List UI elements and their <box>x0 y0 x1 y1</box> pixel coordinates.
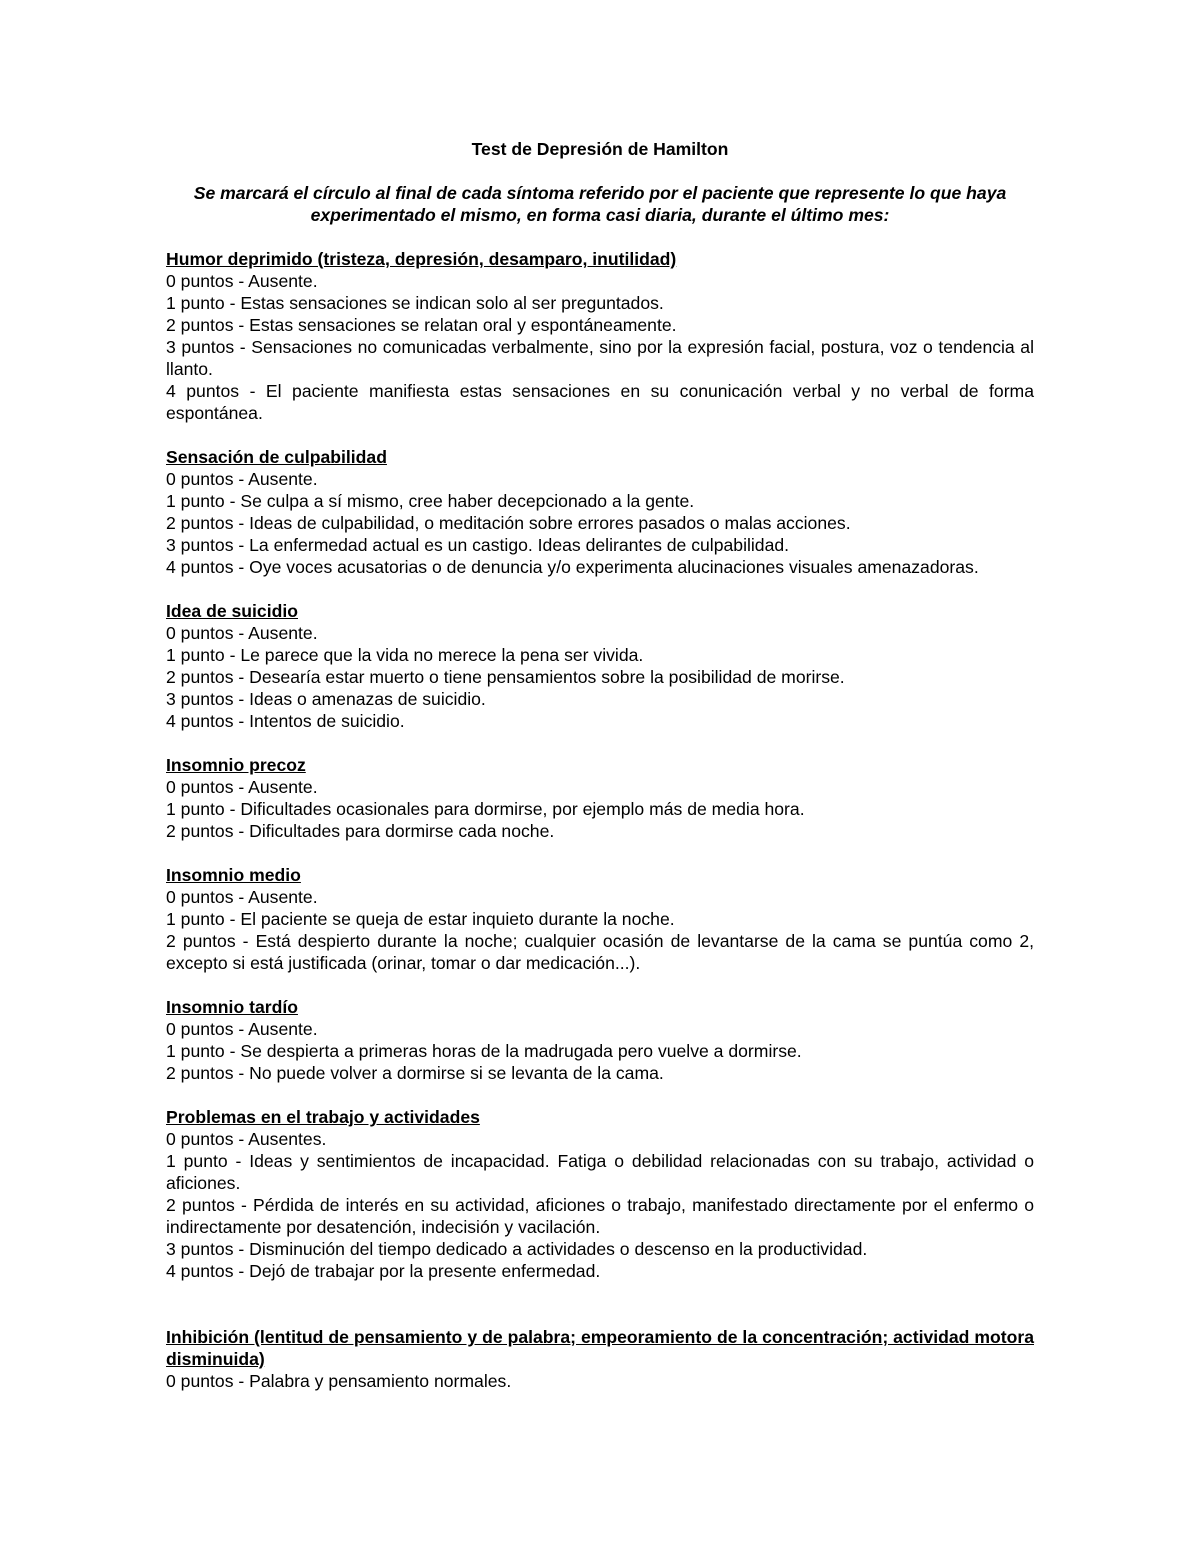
score-option: 0 puntos - Ausente. <box>166 271 318 291</box>
score-option: 2 puntos - Dificultades para dormirse cada noche. <box>166 821 555 841</box>
score-option: 2 puntos - Ideas de culpabilidad, o meditación sobre errores pasados o malas acciones. <box>166 513 851 533</box>
score-option: 0 puntos - Ausente. <box>166 623 318 643</box>
symptom-section <box>166 1326 1034 1392</box>
symptom-section <box>166 754 1034 842</box>
symptom-section <box>166 446 1034 578</box>
score-option: 1 punto - Dificultades ocasionales para dormirse, por ejemplo más de media hora. <box>166 799 805 819</box>
score-option: 4 puntos - Intentos de suicidio. <box>166 711 405 731</box>
section-heading: Insomnio tardío <box>166 997 298 1017</box>
score-option: 0 puntos - Ausente. <box>166 777 318 797</box>
score-option: 4 puntos - Dejó de trabajar por la presente enfermedad. <box>166 1261 601 1281</box>
score-option: 0 puntos - Ausentes. <box>166 1129 327 1149</box>
score-option: 2 puntos - No puede volver a dormirse si se levanta de la cama. <box>166 1063 664 1083</box>
section-heading: Insomnio medio <box>166 865 301 885</box>
document-instructions: Se marcará el círculo al final de cada síntoma referido por el paciente que represente lo que haya experimentado el mismo, en forma casi diaria, durante el último mes: <box>193 183 1007 225</box>
score-option: 3 puntos - Disminución del tiempo dedicado a actividades o descenso en la productividad. <box>166 1239 868 1259</box>
score-option: 1 punto - Ideas y sentimientos de incapacidad. Fatiga o debilidad relacionadas con su trabajo, actividad o aficiones. <box>166 1151 1034 1193</box>
score-option: 3 puntos - Ideas o amenazas de suicidio. <box>166 689 486 709</box>
score-option: 1 punto - Se despierta a primeras horas de la madrugada pero vuelve a dormirse. <box>166 1041 802 1061</box>
document-page <box>166 138 1034 1392</box>
score-option: 1 punto - Se culpa a sí mismo, cree haber decepcionado a la gente. <box>166 491 695 511</box>
section-heading: Insomnio precoz <box>166 755 306 775</box>
symptom-section <box>166 248 1034 424</box>
symptom-section <box>166 1106 1034 1282</box>
symptom-section <box>166 864 1034 974</box>
document-title: Test de Depresión de Hamilton <box>471 139 729 159</box>
symptom-section <box>166 996 1034 1084</box>
score-option: 2 puntos - Pérdida de interés en su actividad, aficiones o trabajo, manifestado directamente por el enfermo o indirectamente por desatención, indecisión y vacilación. <box>166 1195 1034 1237</box>
section-heading: Inhibición (lentitud de pensamiento y de palabra; empeoramiento de la concentración; actividad motora disminuida) <box>166 1327 1034 1369</box>
score-option: 0 puntos - Ausente. <box>166 1019 318 1039</box>
score-option: 2 puntos - Desearía estar muerto o tiene pensamientos sobre la posibilidad de morirse. <box>166 667 845 687</box>
score-option: 4 puntos - El paciente manifiesta estas sensaciones en su conunicación verbal y no verbal de forma espontánea. <box>166 381 1034 423</box>
section-heading: Humor deprimido (tristeza, depresión, desamparo, inutilidad) <box>166 249 677 269</box>
score-option: 1 punto - Le parece que la vida no merece la pena ser vivida. <box>166 645 644 665</box>
score-option: 1 punto - El paciente se queja de estar inquieto durante la noche. <box>166 909 675 929</box>
score-option: 2 puntos - Estas sensaciones se relatan oral y espontáneamente. <box>166 315 677 335</box>
score-option: 0 puntos - Palabra y pensamiento normales. <box>166 1371 512 1391</box>
section-heading: Sensación de culpabilidad <box>166 447 387 467</box>
score-option: 0 puntos - Ausente. <box>166 887 318 907</box>
score-option: 1 punto - Estas sensaciones se indican solo al ser preguntados. <box>166 293 664 313</box>
score-option: 0 puntos - Ausente. <box>166 469 318 489</box>
symptom-section <box>166 600 1034 732</box>
sections-container <box>166 248 1034 1392</box>
score-option: 3 puntos - Sensaciones no comunicadas verbalmente, sino por la expresión facial, postura, voz o tendencia al llanto. <box>166 337 1034 379</box>
score-option: 4 puntos - Oye voces acusatorias o de denuncia y/o experimenta alucinaciones visuales amenazadoras. <box>166 557 979 577</box>
score-option: 2 puntos - Está despierto durante la noche; cualquier ocasión de levantarse de la cama se puntúa como 2, excepto si está justificada (orinar, tomar o dar medicación...). <box>166 931 1034 973</box>
section-heading: Idea de suicidio <box>166 601 298 621</box>
section-heading: Problemas en el trabajo y actividades <box>166 1107 480 1127</box>
score-option: 3 puntos - La enfermedad actual es un castigo. Ideas delirantes de culpabilidad. <box>166 535 790 555</box>
